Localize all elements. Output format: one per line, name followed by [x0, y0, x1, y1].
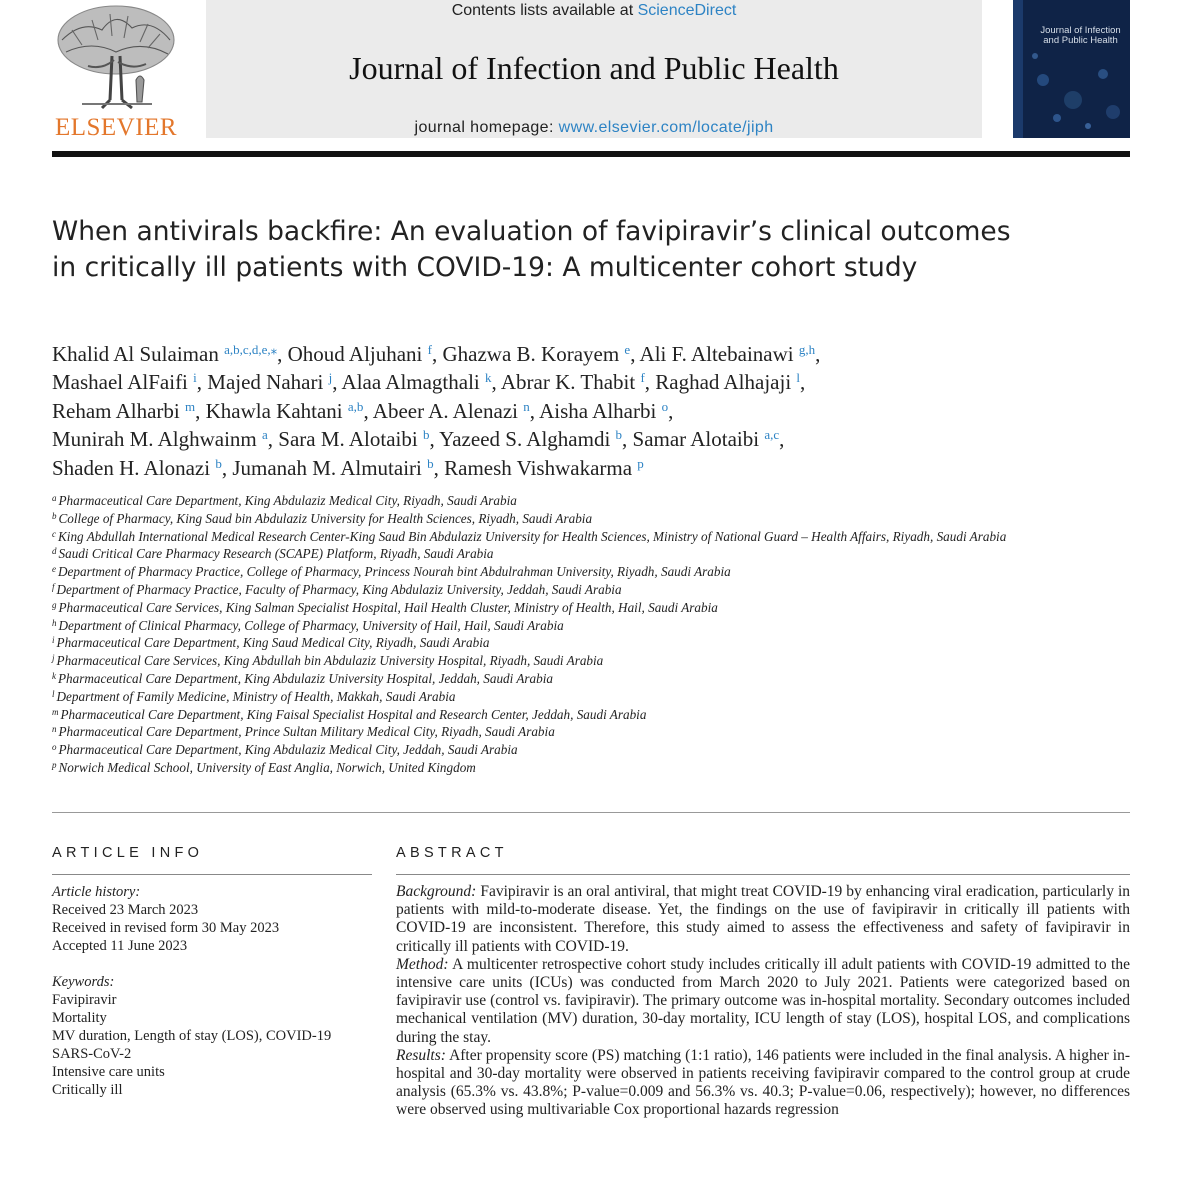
author-affiliation-marks[interactable]: i — [193, 370, 197, 386]
contents-prefix: Contents lists available at — [451, 2, 638, 19]
affiliation-letter: f — [52, 581, 55, 592]
title-line-2: in critically ill patients with COVID-19: A multicenter cohort study — [52, 252, 918, 283]
affiliation-letter: a — [52, 493, 57, 503]
affiliation-text: Pharmaceutical Care Department, King Saud Medical City, Riyadh, Saudi Arabia — [56, 635, 490, 651]
author-name[interactable]: Alaa Almagthali — [341, 370, 480, 395]
affiliation-letter: k — [52, 670, 56, 681]
affiliation-text: Department of Clinical Pharmacy, College of Pharmacy, University of Hail, Hail, Saudi Arabia — [58, 617, 564, 633]
keyword[interactable]: MV duration, Length of stay (LOS), COVID-19 — [52, 1028, 332, 1044]
author-name[interactable]: Yazeed S. Alghamdi — [439, 427, 611, 452]
history-revised: Received in revised form 30 May 2023 — [52, 920, 280, 936]
affiliation-item — [52, 492, 1012, 510]
affiliation-letter: h — [52, 617, 57, 628]
header-rule — [52, 151, 1130, 157]
abstract-text: After propensity score (PS) matching (1:1 ratio), 146 patients were included in the final analysis. A higher in-hospital and 30-day mortality were observed in patients receiving favipiravir compared to the control group at crude analysis (65.3% vs. 43.8%; P-value=0.009 and 56.3% vs. 40.3; P-value=0.06, respectively); however, no differences were observed using multivariable Cox proportional hazards regression — [396, 1046, 1130, 1119]
affiliation-text: Pharmaceutical Care Department, King Abdulaziz Medical City, Jeddah, Saudi Arabia — [58, 742, 518, 758]
article-info-rule — [52, 874, 372, 875]
author-line: Reham Alharbi $^m$, Khawla Kahtani $^{a,b}$, Abeer A. Alenazi $^n$, Aisha Alharbi $^o$, — [52, 398, 674, 423]
article-info — [52, 883, 372, 1099]
article-title — [52, 214, 1102, 286]
author-name[interactable]: Sara M. Alotaibi — [278, 427, 418, 452]
affiliation-item — [52, 759, 1012, 777]
affiliation-item — [52, 670, 1012, 688]
author-name[interactable]: Khawla Kahtani — [205, 398, 343, 423]
affiliation-text: Saudi Critical Care Pharmacy Research (SCAPE) Platform, Riyadh, Saudi Arabia — [58, 546, 494, 562]
affiliation-text: Norwich Medical School, University of East Anglia, Norwich, United Kingdom — [58, 759, 476, 775]
author-affiliation-marks[interactable]: l — [796, 370, 801, 386]
homepage-prefix: journal homepage: — [414, 119, 559, 136]
affiliation-letter: m — [52, 706, 59, 717]
affiliation-item — [52, 706, 1012, 724]
journal-header — [52, 0, 1130, 157]
author-affiliation-marks[interactable]: b — [422, 427, 430, 443]
author-affiliation-marks[interactable]: a,b,c,d,e,⁎ — [224, 342, 278, 357]
author-name[interactable]: Ramesh Vishwakarma — [444, 455, 633, 480]
author-affiliation-marks[interactable]: f — [427, 342, 432, 357]
abstract-results — [396, 1047, 1130, 1120]
author-affiliation-marks[interactable]: p — [637, 455, 644, 471]
abstract-label: Results: — [396, 1046, 446, 1064]
author-name[interactable]: Munirah M. Alghwainm — [52, 427, 257, 452]
journal-banner — [206, 0, 982, 138]
affiliation-item — [52, 599, 1012, 617]
affiliation-item — [52, 634, 1012, 652]
publisher-wordmark: ELSEVIER — [54, 114, 178, 141]
affiliation-text: Pharmaceutical Care Department, King Abdulaziz University Hospital, Jeddah, Saudi Arabia — [58, 670, 553, 686]
title-line-1: When antivirals backfire: An evaluation of favipiravir’s clinical outcomes — [52, 216, 1011, 247]
abstract-label: Background: — [396, 883, 477, 900]
author-name[interactable]: Ali F. Altebainawi — [639, 342, 794, 366]
affiliation-letter: e — [52, 564, 56, 575]
affiliation-text: Pharmaceutical Care Department, King Abdulaziz Medical City, Riyadh, Saudi Arabia — [58, 493, 517, 508]
author-name[interactable]: Mashael AlFaifi — [52, 370, 188, 395]
author-name[interactable]: Jumanah M. Almutairi — [232, 455, 422, 480]
author-affiliation-marks[interactable]: m — [184, 398, 196, 414]
affiliation-text: College of Pharmacy, King Saud bin Abdulaziz University for Health Sciences, Riyadh, Saudi Arabia — [58, 510, 593, 526]
affiliation-item — [52, 652, 1012, 670]
author-affiliation-marks[interactable]: j — [328, 370, 333, 386]
contents-line — [206, 2, 982, 20]
author-affiliation-marks[interactable]: b — [215, 455, 222, 471]
affiliation-text: Pharmaceutical Care Services, King Abdullah bin Abdulaziz University Hospital, Riyadh, Saudi Arabia — [56, 653, 604, 669]
author-affiliation-marks[interactable]: a,b — [347, 398, 364, 414]
journal-cover-image-icon — [1013, 0, 1130, 138]
author-name[interactable]: Ohoud Aljuhani — [287, 342, 423, 366]
affiliation-item — [52, 581, 1012, 599]
author-line: Mashael AlFaifi $^i$, Majed Nahari $^j$, Alaa Almagthali $^k$, Abrar K. Thabit $^f$, Raghad Alhajaji $^l$, — [52, 370, 806, 395]
affiliation-letter: d — [52, 546, 57, 557]
author-affiliation-marks[interactable]: a — [262, 427, 268, 443]
affiliation-letter: n — [52, 724, 57, 735]
author-affiliation-marks[interactable]: b — [615, 427, 623, 443]
journal-cover[interactable] — [1013, 0, 1130, 138]
author-name[interactable]: Raghad Alhajaji — [655, 370, 792, 395]
author-name[interactable]: Aisha Alharbi — [539, 398, 657, 423]
abstract-body — [396, 883, 1130, 1120]
author-affiliation-marks[interactable]: g,h — [798, 342, 816, 357]
affiliation-letter: j — [52, 653, 55, 664]
affiliation-letter: b — [52, 510, 57, 521]
affiliation-item — [52, 528, 1012, 546]
affiliation-item — [52, 688, 1012, 706]
affiliation-letter: l — [52, 688, 55, 699]
abstract-text: A multicenter retrospective cohort study includes critically ill adult patients with COVID-19 admitted to the intensive care units (ICUs) was conducted from March 2020 to July 2021. Patients were categorized based on favipiravir use (control vs. favipiravir). The primary outcome was in-hospital mortality. Secondary outcomes included mechanical ventilation (MV) duration, 30-day mortality, ICU length of stay (LOS), hospital LOS, and complications during the stay. — [396, 955, 1130, 1046]
affiliation-text: Department of Pharmacy Practice, College of Pharmacy, Princess Nourah bint Abdulrahman University, Riyadh, Saudi Arabia — [58, 564, 731, 580]
abstract-text: Favipiravir is an oral antiviral, that might treat COVID-19 by enhancing viral eradication, particularly in patients with mild-to-moderate disease. Yet, the findings on the use of favipiravir in critically ill patients with COVID-19 are inconsistent. Therefore, this study aimed to assess the effectiveness and safety of favipiravir in critically ill patients with COVID-19. — [396, 883, 1130, 955]
author-affiliation-marks[interactable]: k — [485, 370, 492, 386]
keywords-label: Keywords: — [52, 974, 115, 990]
author-name[interactable]: Abeer A. Alenazi — [372, 398, 518, 423]
author-name[interactable]: Shaden H. Alonazi — [52, 455, 211, 480]
author-affiliation-marks[interactable]: a,c — [764, 427, 780, 443]
author-affiliation-marks[interactable]: b — [427, 455, 434, 471]
affiliation-item — [52, 563, 1012, 581]
history-received: Received 23 March 2023 — [52, 902, 199, 918]
affiliation-text: Pharmaceutical Care Services, King Salman Specialist Hospital, Hail Health Cluster, Ministry of Health, Hail, Saudi Arabia — [58, 599, 718, 615]
affiliation-letter: p — [52, 759, 57, 770]
affiliation-item — [52, 741, 1012, 759]
article-info-heading: ARTICLE INFO — [52, 845, 204, 861]
author-name[interactable]: Reham Alharbi — [52, 398, 180, 423]
keyword[interactable]: Intensive care units — [52, 1064, 165, 1080]
section-divider — [52, 812, 1130, 813]
keyword[interactable]: Favipiravir — [52, 992, 117, 1008]
author-name[interactable]: Majed Nahari — [207, 370, 324, 395]
author-affiliation-marks[interactable]: f — [640, 370, 645, 386]
affiliation-list — [52, 492, 1012, 777]
author-line: Khalid Al Sulaiman $^{a,b,c,d,e,⁎}$, Ohoud Aljuhani $^f$, Ghazwa B. Korayem $^e$, Ali F. Altebainawi $^{g,h}$, — [52, 342, 821, 366]
affiliation-item — [52, 545, 1012, 563]
author-affiliation-marks[interactable]: e — [624, 342, 631, 357]
affiliation-letter: g — [52, 599, 57, 610]
author-affiliation-marks[interactable]: n — [523, 398, 530, 414]
elsevier-logo[interactable] — [52, 0, 180, 145]
abstract-label: Method: — [396, 955, 449, 973]
author-line: Munirah M. Alghwainm $^a$, Sara M. Alotaibi $^b$, Yazeed S. Alghamdi $^b$, Samar Alotaibi $^{a,c}$, — [52, 427, 785, 452]
author-name[interactable]: Samar Alotaibi — [632, 427, 760, 452]
history-label: Article history: — [52, 884, 141, 900]
sciencedirect-link[interactable]: ScienceDirect — [637, 2, 737, 19]
abstract-method — [396, 956, 1130, 1047]
affiliation-item — [52, 723, 1012, 741]
author-name[interactable]: Abrar K. Thabit — [500, 370, 636, 395]
affiliation-text: King Abdullah International Medical Research Center-King Saud Bin Abdulaziz University for Health Sciences, Ministry of National Guard – Health Affairs, Riyadh, Saudi Arabia — [58, 528, 1007, 544]
abstract-background — [396, 883, 1130, 956]
homepage-link[interactable]: www.elsevier.com/locate/jiph — [558, 119, 774, 136]
journal-name: Journal of Infection and Public Health — [349, 50, 839, 86]
keyword[interactable]: Critically ill — [52, 1082, 123, 1098]
affiliation-text: Department of Family Medicine, Ministry of Health, Makkah, Saudi Arabia — [56, 688, 456, 704]
affiliation-item — [52, 510, 1012, 528]
author-line: Shaden H. Alonazi $^b$, Jumanah M. Almutairi $^b$, Ramesh Vishwakarma $^p$ — [52, 455, 644, 480]
author-list — [52, 340, 1122, 482]
author-name[interactable]: Ghazwa B. Korayem — [442, 342, 620, 366]
elsevier-tree-icon — [52, 0, 180, 112]
affiliation-letter: c — [52, 528, 56, 539]
cover-title: Journal of Infection and Public Health — [1040, 25, 1121, 46]
author-affiliation-marks[interactable]: o — [661, 398, 669, 414]
affiliation-letter: i — [52, 635, 55, 646]
homepage-line — [206, 119, 982, 137]
history-accepted: Accepted 11 June 2023 — [52, 938, 188, 954]
keyword[interactable]: Mortality — [52, 1010, 107, 1026]
abstract-rule — [396, 874, 1130, 875]
affiliation-text: Pharmaceutical Care Department, King Faisal Specialist Hospital and Research Center, Jeddah, Saudi Arabia — [60, 706, 647, 722]
affiliation-text: Pharmaceutical Care Department, Prince Sultan Military Medical City, Riyadh, Saudi Arabia — [58, 724, 555, 740]
author-name[interactable]: Khalid Al Sulaiman — [52, 342, 219, 366]
keyword[interactable]: SARS-CoV-2 — [52, 1046, 132, 1062]
affiliation-letter: o — [52, 742, 57, 753]
abstract-heading: ABSTRACT — [396, 845, 508, 861]
affiliation-item — [52, 617, 1012, 635]
affiliation-text: Department of Pharmacy Practice, Faculty of Pharmacy, King Abdulaziz University, Jeddah, Saudi Arabia — [56, 581, 622, 597]
